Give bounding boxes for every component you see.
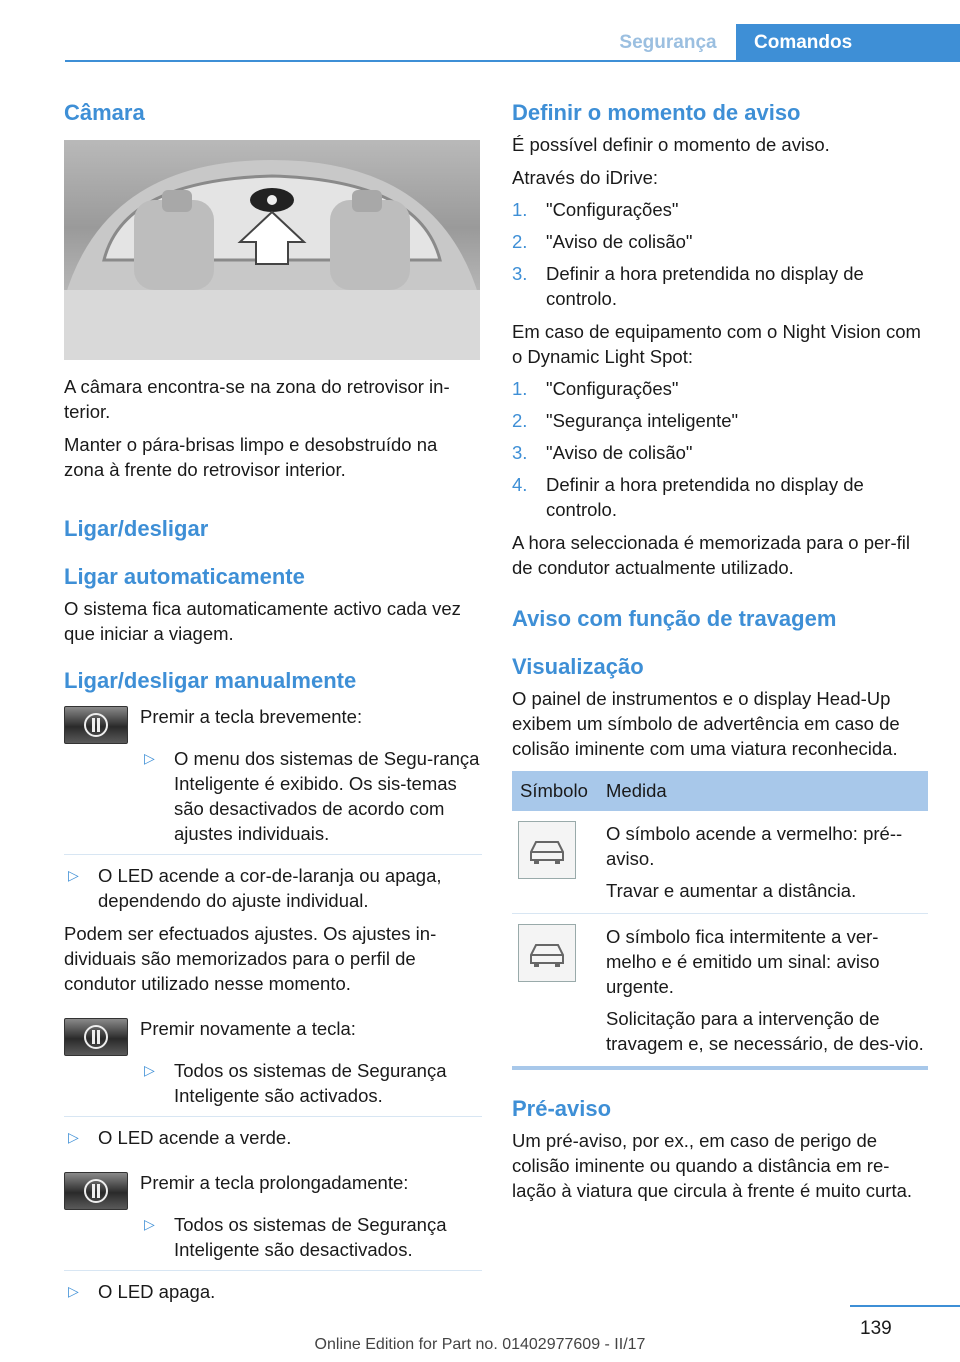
led-green-bullet: [64, 1125, 482, 1150]
list-item: 2. "Aviso de colisão": [512, 231, 693, 252]
header-section-label: Segurança: [619, 32, 717, 53]
onoff-heading: Ligar/desligar: [64, 516, 209, 541]
visualization-paragraph: O painel de instrumentos e o display Head-Up exibem um símbolo de advertência em caso de colisão iminente com uma viatura reconhecida.: [512, 688, 900, 759]
table-header: [512, 771, 928, 811]
car-warning-icon: [518, 821, 576, 879]
triangle-right-icon: ▷: [68, 1129, 79, 1145]
memo-paragraph: A hora seleccionada é memorizada para o per-fil de condutor actualmente utilizado.: [512, 532, 910, 578]
car-warning-icon: [518, 924, 576, 982]
press-long-text: Premir a tecla prolongadamente:: [140, 1172, 409, 1193]
triangle-right-icon: ▷: [144, 750, 155, 766]
intelligent-safety-button-icon: [64, 1172, 128, 1210]
triangle-right-icon: ▷: [144, 1216, 155, 1232]
header-chapter-tab: Comandos: [736, 24, 960, 62]
list-item: 4. Definir a hora pretendida no display de controlo.: [512, 474, 864, 520]
define-paragraph-1: É possível definir o momento de aviso.: [512, 134, 830, 155]
night-vision-paragraph: Em caso de equipamento com o Night Vision com o Dynamic Light Spot:: [512, 321, 921, 367]
triangle-right-icon: ▷: [68, 867, 79, 883]
page-number: 139: [860, 1318, 892, 1339]
pre-warning-paragraph: Um pré-aviso, por ex., em caso de perigo de colisão iminente ou quando a distância em re-lação à viatura que circula à frente é muito curta.: [512, 1130, 913, 1201]
list-item: 2. "Segurança inteligente": [512, 410, 739, 431]
triangle-right-icon: ▷: [144, 1062, 155, 1078]
define-paragraph-2: Através do iDrive:: [512, 167, 658, 188]
press-again-bullet-text: Todos os sistemas de Segurança Inteligente são activados.: [174, 1060, 447, 1106]
windshield-illustration: [64, 140, 480, 360]
header-rule: [65, 60, 960, 62]
left-column: [64, 100, 482, 1304]
list-item: 1. "Configurações": [512, 199, 679, 220]
press-short-row: [64, 704, 482, 746]
led-off-bullet: [64, 1279, 482, 1304]
press-long-bullet-text: Todos os sistemas de Segurança Inteligente são desactivados.: [174, 1214, 447, 1260]
camera-heading: Câmara: [64, 100, 145, 125]
intelligent-safety-button-icon: [64, 706, 128, 744]
brake-heading: Aviso com função de travagem: [512, 606, 837, 631]
divider: [64, 1270, 482, 1271]
table-row: [512, 914, 928, 1066]
press-short-text: Premir a tecla brevemente:: [140, 706, 363, 727]
press-short-bullet: [140, 746, 482, 846]
adjust-paragraph: Podem ser efectuados ajustes. Os ajustes in-dividuais são memorizados para o perfil de condutor utilizado nesse momento.: [64, 923, 437, 994]
list-item: 3. Definir a hora pretendida no display de controlo.: [512, 263, 864, 309]
table-row-1-text-b: Travar e aumentar a distância.: [606, 880, 857, 901]
list-item: 1. "Configurações": [512, 378, 679, 399]
press-short-bullet-text: O menu dos sistemas de Segu-rança Inteligente é exibido. Os sis-temas são desactivados de acordo com ajustes individuais.: [174, 748, 480, 844]
led-orange-bullet: [64, 863, 482, 913]
table-row-2-text-b: Solicitação para a intervenção de travagem e, se necessário, de des-vio.: [606, 1008, 924, 1054]
pre-warning-heading: Pré-aviso: [512, 1096, 612, 1121]
led-orange-text: O LED acende a cor-de-laranja ou apaga, dependendo do ajuste individual.: [98, 865, 442, 911]
table-header-symbol: Símbolo: [520, 780, 588, 801]
manual-heading: Ligar/desligar manualmente: [64, 668, 357, 693]
divider: [64, 854, 482, 855]
table-header-measure: Medida: [606, 780, 667, 801]
footer-rule: [850, 1305, 960, 1307]
edition-note: Online Edition for Part no. 01402977609 - II/17: [314, 1336, 646, 1353]
divider: [64, 1116, 482, 1117]
auto-paragraph: O sistema fica automaticamente activo cada vez que iniciar a viagem.: [64, 598, 461, 644]
idrive-steps-list: [512, 197, 928, 311]
auto-heading: Ligar automaticamente: [64, 564, 305, 589]
led-off-text: O LED apaga.: [98, 1281, 216, 1302]
triangle-right-icon: ▷: [68, 1283, 79, 1299]
press-long-row: [64, 1170, 482, 1212]
night-vision-steps-list: [512, 376, 928, 522]
press-long-bullet: [140, 1212, 482, 1262]
right-column: [512, 100, 928, 1203]
press-again-text: Premir novamente a tecla:: [140, 1018, 356, 1039]
table-row-2-text-a: O símbolo fica intermitente a ver-melho e é emitido um sinal: aviso urgente.: [606, 926, 880, 997]
table-row: [512, 811, 928, 914]
led-green-text: O LED acende a verde.: [98, 1127, 292, 1148]
press-again-row: [64, 1016, 482, 1058]
define-heading: Definir o momento de aviso: [512, 100, 801, 125]
visualization-heading: Visualização: [512, 654, 644, 679]
symbol-table: [512, 771, 928, 1070]
press-again-bullet: [140, 1058, 482, 1108]
camera-location-image: [64, 140, 480, 360]
camera-paragraph-1: A câmara encontra-se na zona do retrovisor in-terior.: [64, 376, 450, 422]
camera-paragraph-2: Manter o pára-brisas limpo e desobstruído na zona à frente do retrovisor interior.: [64, 434, 438, 480]
table-row-1-text-a: O símbolo acende a vermelho: pré--aviso.: [606, 823, 903, 869]
list-item: 3. "Aviso de colisão": [512, 442, 693, 463]
intelligent-safety-button-icon: [64, 1018, 128, 1056]
